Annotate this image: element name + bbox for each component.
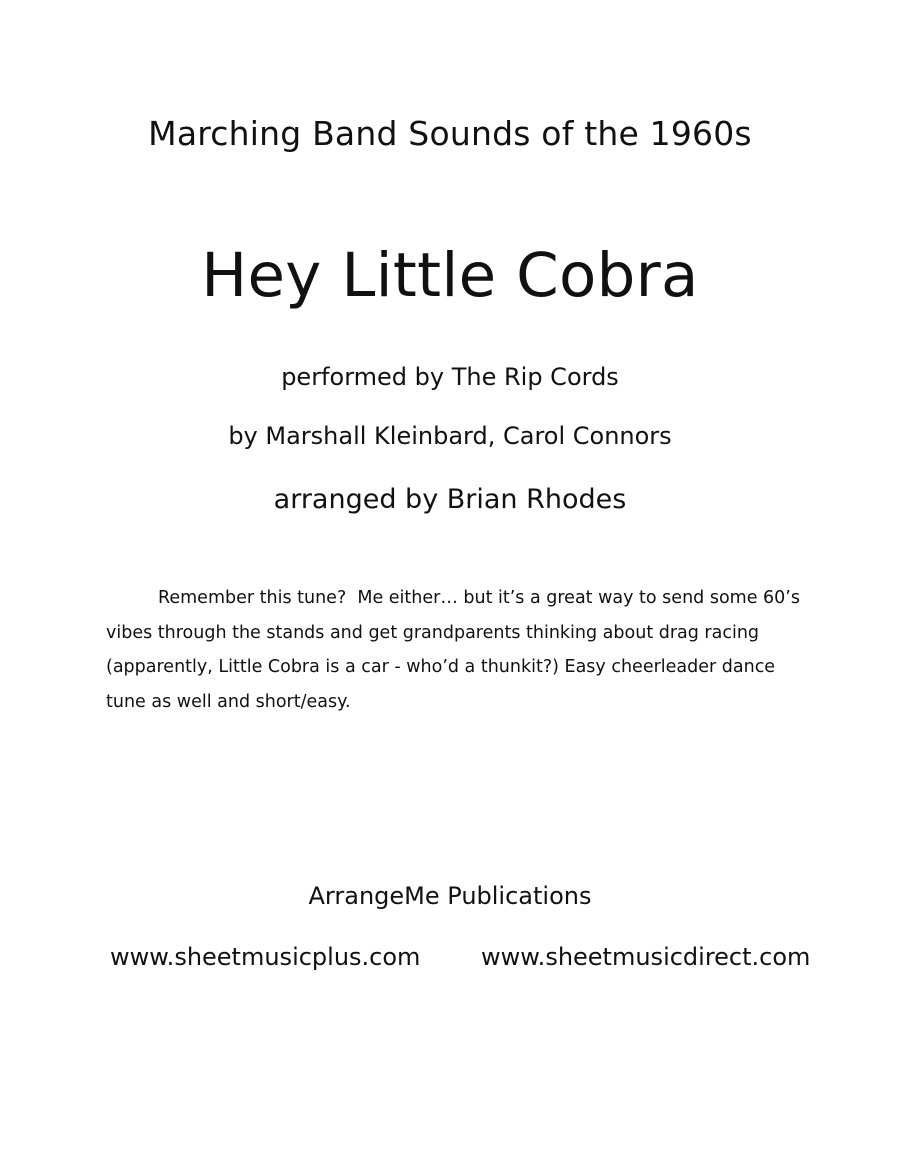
publisher-name: ArrangeMe Publications <box>308 882 592 910</box>
arranger-credit: arranged by Brian Rhodes <box>273 484 627 515</box>
sheetmusicplus-link[interactable]: www.sheetmusicplus.com <box>110 943 421 971</box>
composer-credit: by Marshall Kleinbard, Carol Connors <box>228 422 672 450</box>
series-title: Marching Band Sounds of the 1960s <box>148 114 752 153</box>
performer-credit: performed by The Rip Cords <box>281 363 619 391</box>
song-title: Hey Little Cobra <box>201 240 699 311</box>
description-paragraph: Remember this tune? Me either… but it’s a great way to send some 60’s vibes through the stands and get grandparents thinking about drag racing (apparently, Little Cobra is a car - who’d a thunkit?) Easy cheerleader dance tune as well and short/easy. <box>106 588 806 712</box>
sheetmusicdirect-link[interactable]: www.sheetmusicdirect.com <box>481 943 811 971</box>
